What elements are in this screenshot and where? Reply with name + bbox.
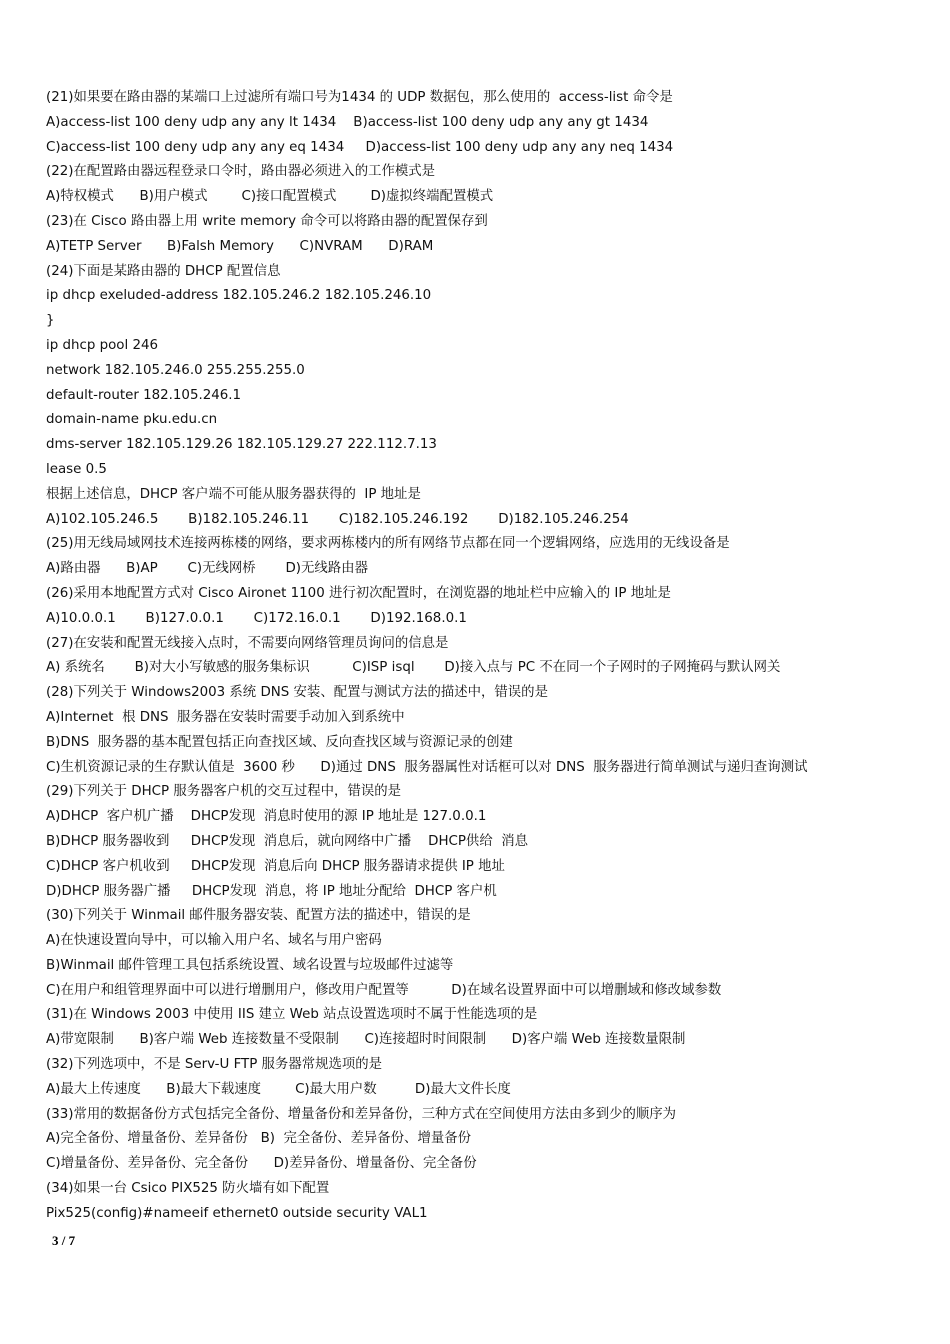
text-line: domain-name pku.edu.cn — [46, 412, 218, 428]
text-line: ip dhcp exeluded-address 182.105.246.2 182.105.246.10 — [46, 288, 432, 304]
text-line: (33)常用的数据备份方式包括完全备份、增量备份和差异备份，三种方式在空间使用方法由多到少的顺序为 — [46, 1106, 677, 1122]
text-line: A) 系统名 B)对大小写敏感的服务集标识 C)ISP isql D)接入点与 PC 不在同一个子网时的子网掩码与默认网关 — [46, 660, 781, 676]
page-number: 3 / 7 — [52, 1233, 76, 1248]
text-line: A)10.0.0.1 B)127.0.0.1 C)172.16.0.1 D)192.168.0.1 — [46, 610, 467, 626]
text-line: (22)在配置路由器远程登录口令时，路由器必须进入的工作模式是 — [46, 164, 436, 180]
text-line: (30)下列关于 Winmail 邮件服务器安装、配置方法的描述中，错误的是 — [46, 908, 471, 924]
document-body — [46, 86, 926, 1227]
text-line: A)路由器 B)AP C)无线网桥 D)无线路由器 — [46, 561, 368, 577]
text-line: A)DHCP 客户机广播 DHCP发现 消息时使用的源 IP 地址是 127.0.0.1 — [46, 809, 487, 825]
text-line: A)最大上传速度 B)最大下载速度 C)最大用户数 D)最大文件长度 — [46, 1081, 511, 1097]
text-line: (32)下列选项中，不是 Serv-U FTP 服务器常规选项的是 — [46, 1057, 383, 1073]
text-line: A)完全备份、增量备份、差异备份 B) 完全备份、差异备份、增量备份 — [46, 1131, 472, 1147]
text-line: (21)如果要在路由器的某端口上过滤所有端口号为1434 的 UDP 数据包，那么使用的 access-list 命令是 — [46, 90, 673, 105]
text-line: C)DHCP 客户机收到 DHCP发现 消息后向 DHCP 服务器请求提供 IP 地址 — [46, 858, 505, 874]
text-line: (28)下列关于 Windows2003 系统 DNS 安装、配置与测试方法的描述中，错误的是 — [46, 685, 548, 701]
text-line: A)在快速设置向导中，可以输入用户名、域名与用户密码 — [46, 933, 382, 949]
text-line: network 182.105.246.0 255.255.255.0 — [46, 362, 305, 378]
text-line: (31)在 Windows 2003 中使用 IIS 建立 Web 站点设置选项时不属于性能选项的是 — [46, 1007, 538, 1023]
text-line: B)Winmail 邮件管理工具包括系统设置、域名设置与垃圾邮件过滤等 — [46, 957, 454, 973]
text-line: B)DNS 服务器的基本配置包括正向查找区域、反向查找区域与资源记录的创建 — [46, 734, 513, 750]
text-line: (24)下面是某路由器的 DHCP 配置信息 — [46, 263, 281, 279]
text-line: (23)在 Cisco 路由器上用 write memory 命令可以将路由器的配置保存到 — [46, 213, 488, 229]
text-line: (25)用无线局域网技术连接两栋楼的网络，要求两栋楼内的所有网络节点都在同一个逻辑网络，应选用的无线设备是 — [46, 536, 730, 552]
text-line: C)生机资源记录的生存默认值是 3600 秒 D)通过 DNS 服务器属性对话框可以对 DNS 服务器进行简单测试与递归查询测试 — [46, 759, 808, 775]
text-line: A)access-list 100 deny udp any any lt 1434 B)access-list 100 deny udp any any gt 1434 — [46, 114, 649, 130]
text-line: default-router 182.105.246.1 — [46, 387, 242, 403]
text-line: (34)如果一台 Csico PIX525 防火墙有如下配置 — [46, 1181, 330, 1197]
text-line: A)特权模式 B)用户模式 C)接口配置模式 D)虚拟终端配置模式 — [46, 189, 494, 205]
text-line: A)Internet 根 DNS 服务器在安装时需要手动加入到系统中 — [46, 709, 405, 725]
text-line: C)增量备份、差异备份、完全备份 D)差异备份、增量备份、完全备份 — [46, 1156, 477, 1172]
text-line: (27)在安装和配置无线接入点时，不需要向网络管理员询问的信息是 — [46, 635, 449, 651]
text-line: A)TETP Server B)Falsh Memory C)NVRAM D)RAM — [46, 238, 434, 254]
text-line: (29)下列关于 DHCP 服务器客户机的交互过程中，错误的是 — [46, 784, 402, 800]
text-line: D)DHCP 服务器广播 DHCP发现 消息，将 IP 地址分配给 DHCP 客户机 — [46, 883, 497, 899]
text-line: (26)采用本地配置方式对 Cisco Aironet 1100 进行初次配置时，在浏览器的地址栏中应输入的 IP 地址是 — [46, 585, 671, 601]
text-line: } — [46, 313, 55, 329]
text-line: dms-server 182.105.129.26 182.105.129.27 222.112.7.13 — [46, 437, 437, 453]
text-line: 根据上述信息，DHCP 客户端不可能从服务器获得的 IP 地址是 — [46, 486, 421, 502]
text-line: lease 0.5 — [46, 461, 107, 477]
text-line: B)DHCP 服务器收到 DHCP发现 消息后，就向网络中广播 DHCP供给 消息 — [46, 833, 529, 849]
text-line: ip dhcp pool 246 — [46, 337, 159, 353]
text-line: C)在用户和组管理界面中可以进行增删用户，修改用户配置等 D)在域名设置界面中可以增删域和修改域参数 — [46, 982, 722, 998]
text-line: A)102.105.246.5 B)182.105.246.11 C)182.105.246.192 D)182.105.246.254 — [46, 511, 629, 527]
text-line: Pix525(config)#nameeif ethernet0 outside security VAL1 — [46, 1205, 428, 1221]
text-line: A)带宽限制 B)客户端 Web 连接数量不受限制 C)连接超时时间限制 D)客户端 Web 连接数量限制 — [46, 1032, 686, 1048]
text-line: C)access-list 100 deny udp any any eq 1434 D)access-list 100 deny udp any any neq 1434 — [46, 139, 674, 155]
